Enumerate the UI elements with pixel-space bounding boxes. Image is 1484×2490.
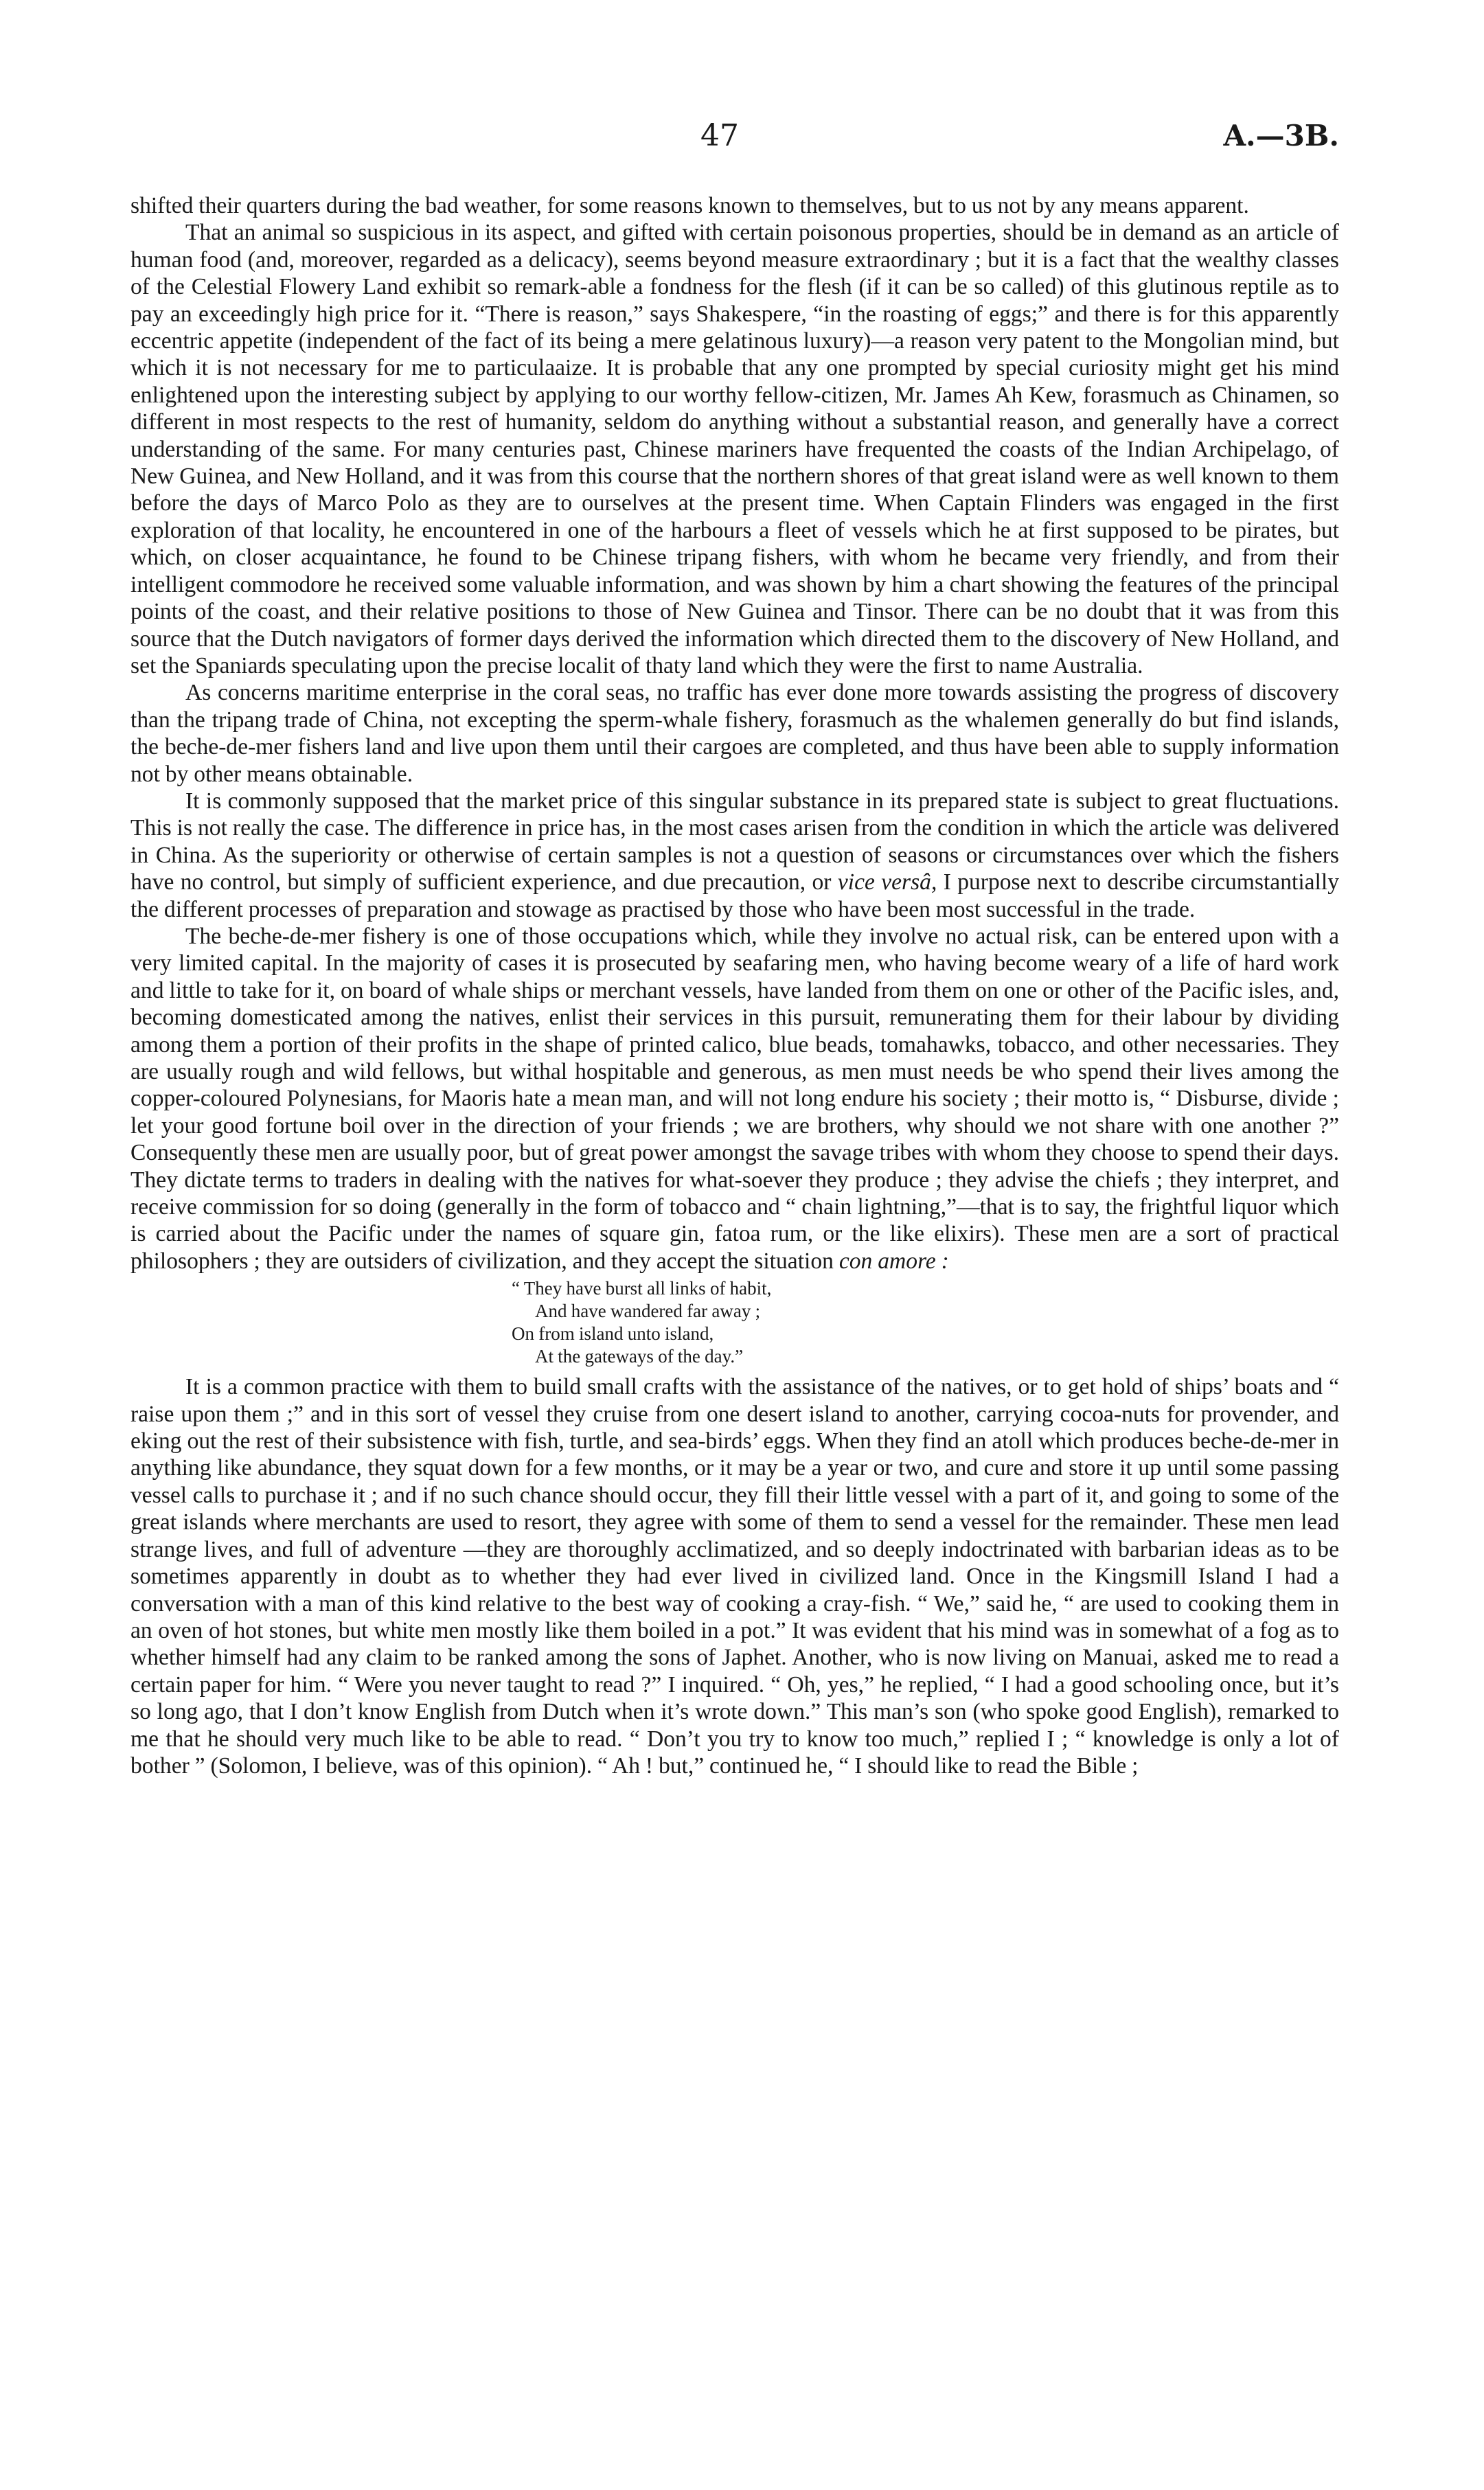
page-number: 47 (700, 118, 739, 153)
paragraph-fishery-occupation (130, 923, 1339, 1275)
paragraph-chinese-demand: That an animal so suspicious in its aspect, and gifted with certain poisonous properties, should be in demand as an article of human food (and, moreover, regarded as a delicacy), seems beyond measure extraordinary ; but it is a fact that the wealthy classes of the Celestial Flowery Land exhibit so remark-able a fondness for the flesh (if it can be so called) of this glutinous reptile as to pay an exceedingly high price for it. “There is reason,” says Shakespere, “in the roasting of eggs;” and there is for this apparently eccentric appetite (independent of the fact of its being a mere gelatinous luxury)—a reason very patent to the Mongolian mind, but which it is not necessary for me to particulaaize. It is probable that any one prompted by special curiosity might get his mind enlightened upon the interesting subject by applying to our worthy fellow-citizen, Mr. James Ah Kew, forasmuch as Chinamen, so different in most respects to the rest of humanity, seldom do anything without a substantial reason, and generally have a correct understanding of the same. For many centuries past, Chinese mariners have frequented the coasts of the Indian Archipelago, of New Guinea, and New Holland, and it was from this course that the northern shores of that great island were as well known to them before the days of Marco Polo as they are to ourselves at the present time. When Captain Flinders was engaged in the first exploration of that locality, he encountered in one of the harbours a fleet of vessels which he at first supposed to be pirates, but which, on closer acquaintance, he found to be Chinese tripang fishers, with whom he became very friendly, and from their intelligent commodore he received some valuable information, and was shown by him a chart showing the features of the principal points of the coast, and their relative positions to those of New Guinea and Tinsor. There can be no doubt that it was from this source that the Dutch navigators of former days derived the information which directed them to the discovery of New Holland, and set the Spaniards speculating upon the precise localit of thaty land which they were the first to name Australia. (130, 220, 1339, 678)
paragraph-continuation: shifted their quarters during the bad weather, for some reasons known to themselves, but to us not by any means apparent. (130, 193, 1249, 218)
paragraph-market-price-text-b: I purpose next to describe circumstantially the different processes of preparation and stowage as practised by those who have been most successful in the trade. (130, 869, 1339, 922)
page-header (130, 115, 1339, 163)
italic-con-amore: con amore : (838, 1248, 949, 1274)
body-text (130, 192, 1339, 1779)
paragraph-fishery-text: The beche-de-mer fishery is one of those occupations which, while they involve no actual risk, can be entered upon with a very limited capital. In the majority of cases it is prosecuted by seafaring men, who having become weary of a life of hard work and little to take for it, on board of whale ships or merchant vessels, have landed from them on one or other of the Pacific isles, and, becoming domesticated among the natives, enlist their services in this pursuit, remunerating them for their labour by dividing among them a portion of their profits in the shape of printed calico, blue beads, tomahawks, tobacco, and other necessaries. They are usually rough and wild fellows, but withal hospitable and generous, as men must needs be who spend their lives among the copper-coloured Polynesians, for Maoris hate a mean man, and will not long endure his society ; their motto is, “ Disburse, divide ; let your good fortune boil over in the direction of your friends ; we are brothers, why should we not share with one another ?” Consequently these men are usually poor, but of great power amongst the savage tribes with whom they choose to spend their days. They dictate terms to traders in dealing with the natives for what-soever they produce ; they advise the chiefs ; they interpret, and receive commission for so doing (generally in the form of tobacco and “ chain lightning,”—that is to say, the frightful liquor which is carried about the Pacific under the names of square gin, fatoa rum, or the like elixirs). These men are a sort of practical philosophers ; they are outsiders of civilization, and they accept the situation (130, 923, 1339, 1274)
paragraph-market-price (130, 788, 1339, 923)
paragraph-maritime-enterprise: As concerns maritime enterprise in the coral seas, no traffic has ever done more towards assisting the progress of discovery than the tripang trade of China, not excepting the sperm-whale fishery, forasmuch as the whalemen generally do but find islands, the beche-de-mer fishers land and live upon them until their cargoes are completed, and thus have been able to supply information not by other means obtainable. (130, 680, 1339, 787)
verse-line: “ They have burst all links of habit, (512, 1278, 772, 1299)
verse-quotation (130, 1277, 1339, 1368)
verse-line: On from island unto island, (512, 1323, 714, 1345)
verse-line: At the gateways of the day.” (535, 1346, 744, 1367)
paper-reference: A.—3B. (1223, 119, 1339, 152)
paragraph-island-life: It is a common practice with them to build small crafts with the assistance of the natives, or to get hold of ships’ boats and “ raise upon them ;” and in this sort of vessel they cruise from one desert island to another, carrying cocoa-nuts for provender, and eking out the rest of their subsistence with fish, turtle, and sea-birds’ eggs. When they find an atoll which produces beche-de-mer in anything like abundance, they squat down for a few months, or it may be a year or two, and cure and store it up until some passing vessel calls to purchase it ; and if no such chance should occur, they fill their little vessel with a part of it, and going to some of the great islands where merchants are used to resort, they agree with some of them to send a vessel for the remainder. These men lead strange lives, and full of adventure —they are thoroughly acclimatized, and so deeply indoctrinated with barbarian ideas as to be sometimes apparently in doubt as to whether they had ever lived in civilized land. Once in the Kingsmill Island I had a conversation with a man of this kind relative to the best way of cooking a cray-fish. “ We,” said he, “ are used to cooking them in an oven of hot stones, but white men mostly like them boiled in a pot.” It was evident that his mind was in somewhat of a fog as to whether himself had any claim to be ranked among the sons of Japhet. Another, who is now living on Manuai, asked me to read a certain paper for him. “ Were you never taught to read ?” I inquired. “ Oh, yes,” he replied, “ I had a good schooling once, but it’s so long ago, that I don’t know English from Dutch when it’s wrote down.” This man’s son (who spoke good English), remarked to me that he should very much like to be able to read. “ Don’t you try to know too much,” replied I ; “ knowledge is only a lot of bother ” (Solomon, I believe, was of this opinion). “ Ah ! but,” continued he, “ I should like to read the Bible ; (130, 1374, 1339, 1779)
italic-vice-versa: vice versâ, (837, 869, 937, 895)
paragraph-market-price-text-a: It is commonly supposed that the market price of this singular substance in its prepared state is subject to great fluctuations. This is not really the case. The difference in price has, in the most cases arisen from the condition in which the article was delivered in China. As the superiority or otherwise of certain samples is not a question of seasons or circumstances over which the fishers have no control, but simply of sufficient experience, and due precaution, or (130, 788, 1339, 895)
verse-line: And have wandered far away ; (535, 1301, 761, 1322)
